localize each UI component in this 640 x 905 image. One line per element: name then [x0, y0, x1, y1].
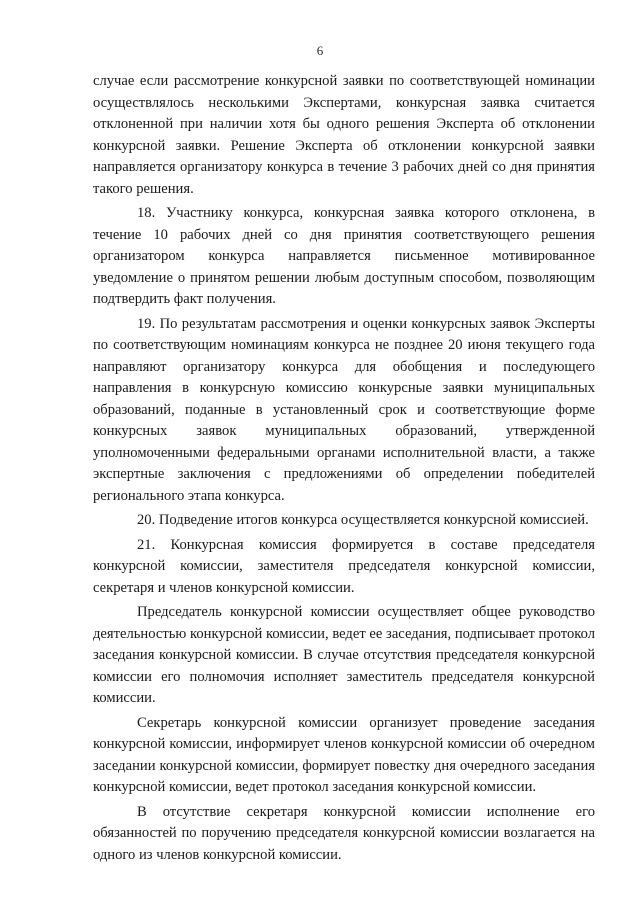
paragraph-clause-18: 18. Участнику конкурса, конкурсная заявка которого отклонена, в течение 10 рабочих дней со дня принятия соответствующего решения организатором конкурса направляется письменное мотивированное уведомление о принятом решении любым доступным способом, позволяющим подтвердить факт получения.	[93, 205, 595, 307]
paragraph-clause-21: 21. Конкурсная комиссия формируется в составе председателя конкурсной комиссии, заместителя председателя конкурсной комиссии, секретаря и членов конкурсной комиссии.	[93, 536, 595, 596]
paragraph-secretary: Секретарь конкурсной комиссии организует проведение заседания конкурсной комиссии, информирует членов конкурсной комиссии об очередном заседании конкурсной комиссии, формирует повестку дня очередного заседания конкурсной комиссии, ведет протокол заседания конкурсной комиссии.	[93, 714, 595, 795]
page-number: 6	[316, 43, 324, 58]
paragraph-clause-20: 20. Подведение итогов конкурса осуществляется конкурсной комиссией.	[137, 512, 589, 528]
paragraph-secretary-absence: В отсутствие секретаря конкурсной комиссии исполнение его обязанностей по поручению председателя конкурсной комиссии возлагается на одного из членов конкурсной комиссии.	[93, 803, 595, 863]
paragraph-chairman: Председатель конкурсной комиссии осуществляет общее руководство деятельностью конкурсной комиссии, ведет ее заседания, подписывает протокол заседания конкурсной комиссии. В случае отсутствия председателя конкурсной комиссии его полномочия исполняет заместитель председателя конкурсной комиссии.	[93, 604, 595, 706]
paragraph-continuation: случае если рассмотрение конкурсной заявки по соответствующей номинации осуществлялось несколькими Экспертами, конкурсная заявка считается отклоненной при наличии хотя бы одного решения Эксперта об отклонении конкурсной заявки. Решение Эксперта об отклонении конкурсной заявки направляется организатору конкурса в течение 3 рабочих дней со дня принятия такого решения.	[93, 73, 595, 197]
document-body	[93, 71, 595, 866]
paragraph-clause-19: 19. По результатам рассмотрения и оценки конкурсных заявок Эксперты по соответствующим номинациям конкурса не позднее 20 июня текущего года направляют организатору конкурса для обобщения и последующего направления в конкурсную комиссию конкурсные заявки муниципальных образований, поданные в установленный срок и соответствующие форме конкурсных заявок муниципальных образований, утвержденной уполномоченными федеральными органами исполнительной власти, а также экспертные заключения с предложениями об определении победителей регионального этапа конкурса.	[93, 315, 595, 504]
